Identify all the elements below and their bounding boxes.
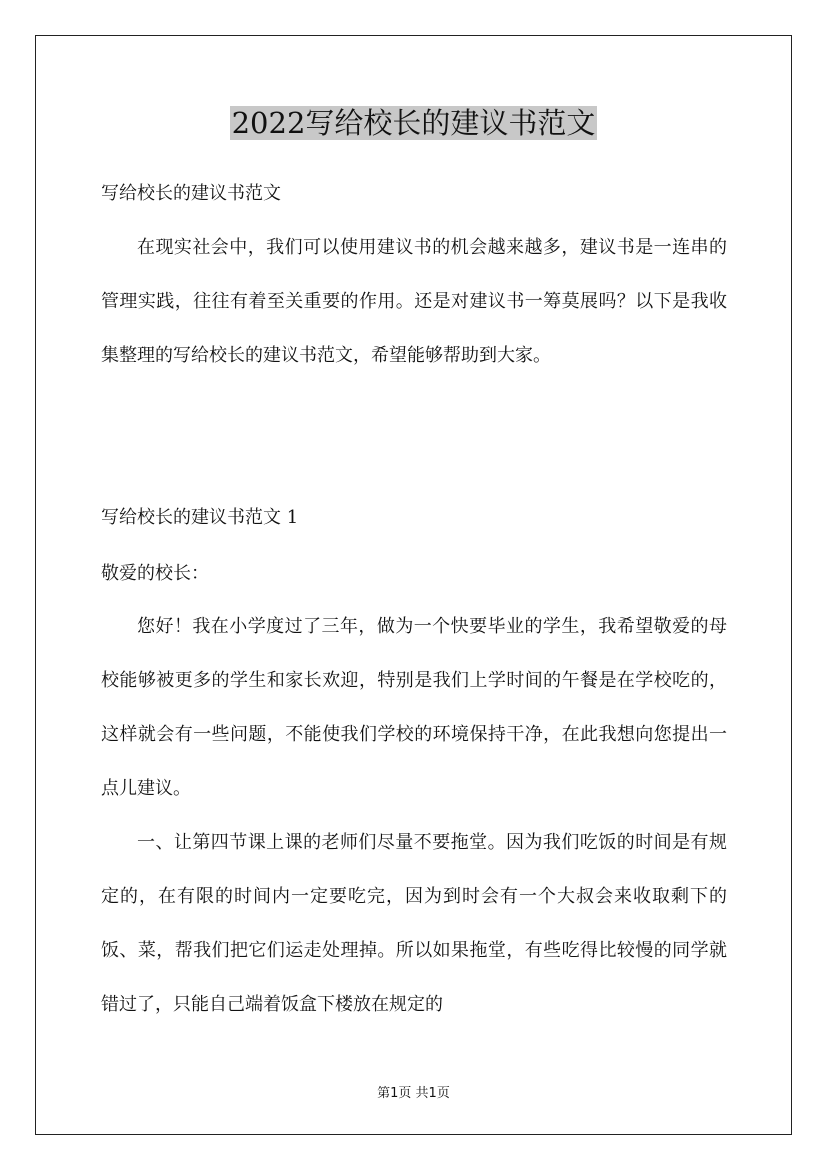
- page-footer: 第1页 共1页: [377, 1086, 450, 1101]
- body-paragraph-2: 一、让第四节课上课的老师们尽量不要拖堂。因为我们吃饭的时间是有规定的，在有限的时间内一定要吃完，因为到时会有一个大叔会来收取剩下的饭、菜，帮我们把它们运走处理掉。所以如果拖堂，有些吃得比较慢的同学就错过了，只能自己端着饭盒下楼放在规定的: [101, 832, 727, 1015]
- salutation: 敬爱的校长：: [101, 563, 209, 584]
- body-paragraph-1: 您好！我在小学度过了三年，做为一个快要毕业的学生，我希望敬爱的母校能够被更多的学生和家长欢迎，特别是我们上学时间的午餐是在学校吃的，这样就会有一些问题，不能使我们学校的环境保持干净，在此我想向您提出一点儿建议。: [101, 616, 727, 799]
- subtitle: 写给校长的建议书范文: [101, 183, 281, 204]
- section-heading: 写给校长的建议书范文 1: [101, 507, 299, 528]
- intro-paragraph: 在现实社会中，我们可以使用建议书的机会越来越多，建议书是一连串的管理实践，往往有着至关重要的作用。还是对建议书一筹莫展吗？以下是我收集整理的写给校长的建议书范文，希望能够帮助到大家。: [101, 237, 727, 366]
- document-title: [0, 102, 827, 144]
- document-title-text: 2022写给校长的建议书范文: [231, 106, 596, 140]
